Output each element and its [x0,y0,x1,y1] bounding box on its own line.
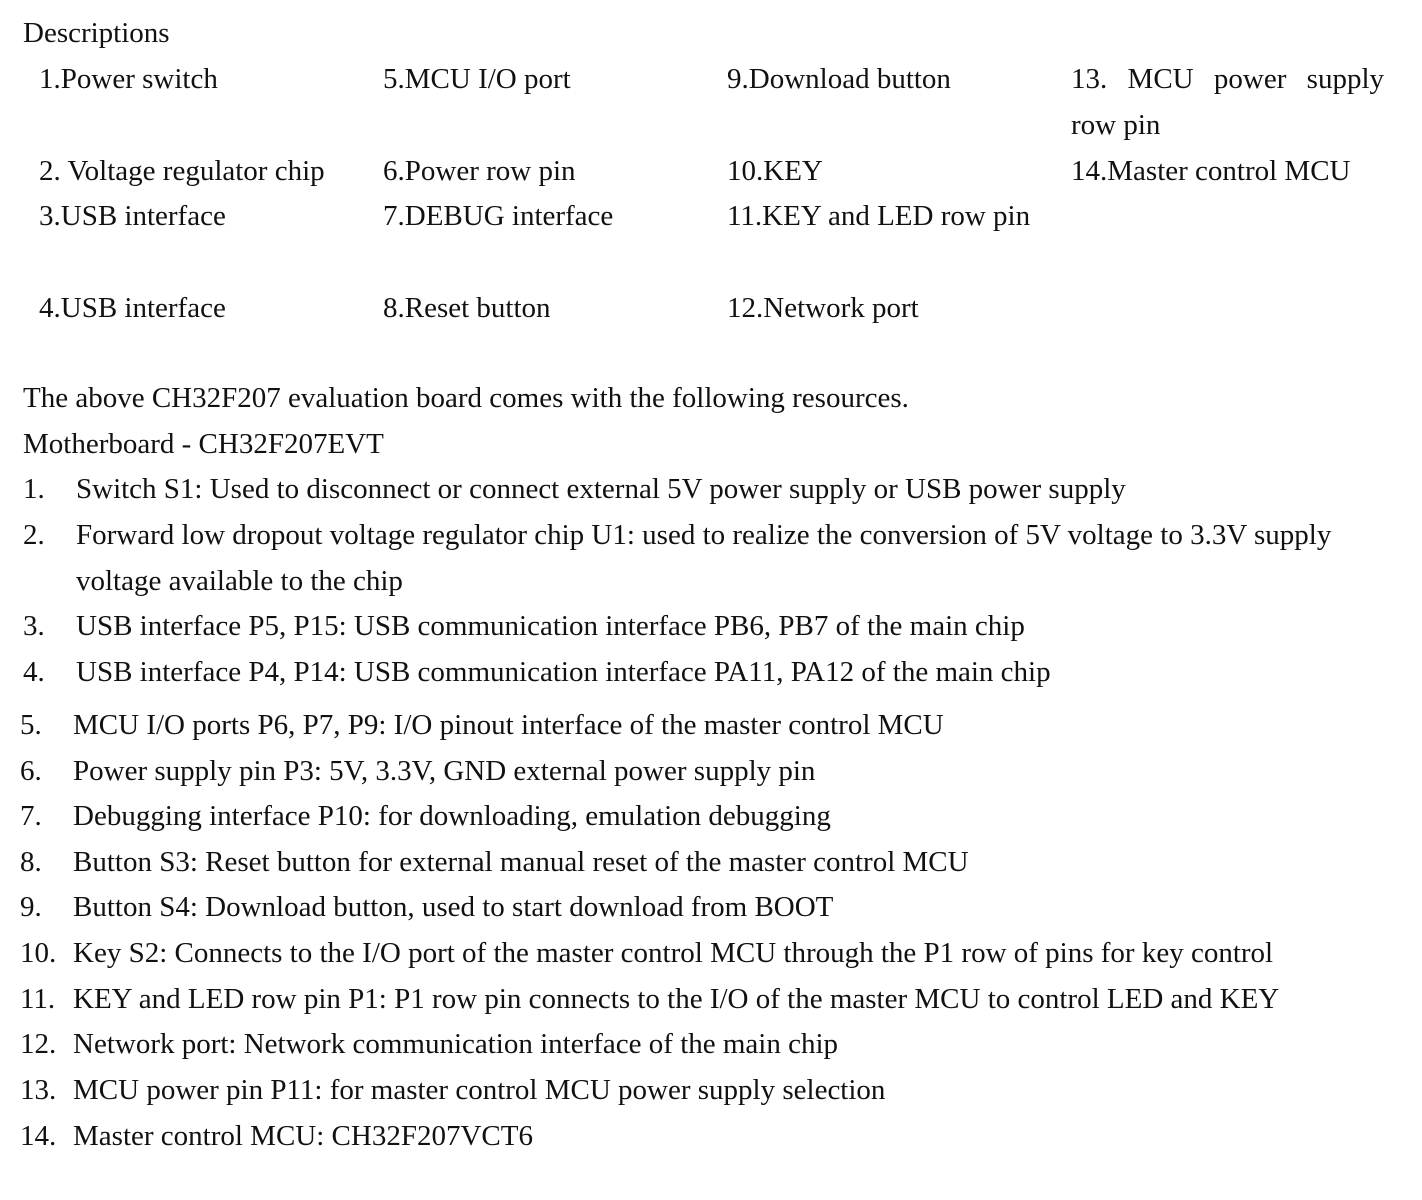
description-item: 5.MCU I/O port [383,63,571,95]
description-item: 14.Master control MCU [1071,155,1351,187]
description-item: 11.KEY and LED row pin [727,200,1031,232]
list-item-text: USB interface P5, P15: USB communication interface PB6, PB7 of the main chip [76,610,1025,642]
list-item-number: 7. [20,800,42,832]
description-item: 13. MCU power supply row pin [1071,63,1384,141]
description-item: 4.USB interface [39,292,226,324]
list-item-number: 14. [20,1120,57,1152]
description-item: 9.Download button [727,63,951,95]
list-item-number: 4. [23,656,45,688]
list-item-text: KEY and LED row pin P1: P1 row pin connects to the I/O of the master MCU to control LED and KEY [73,983,1280,1015]
description-item: 12.Network port [727,292,919,324]
description-item: 1.Power switch [39,63,218,95]
list-item-number: 1. [23,473,45,505]
intro-paragraph: The above CH32F207 evaluation board comes with the following resources. [23,382,909,414]
list-item-text: Debugging interface P10: for downloading, emulation debugging [73,800,831,832]
list-item-number: 3. [23,610,45,642]
description-item: 7.DEBUG interface [383,200,614,232]
list-item-text: MCU I/O ports P6, P7, P9: I/O pinout interface of the master control MCU [73,709,944,741]
description-item: 2. Voltage regulator chip [39,155,325,187]
list-item-number: 12. [20,1028,57,1060]
description-item: 6.Power row pin [383,155,576,187]
list-item-number: 6. [20,755,42,787]
description-item: 8.Reset button [383,292,551,324]
list-item-text: Network port: Network communication interface of the main chip [73,1028,839,1060]
list-item-text: Button S3: Reset button for external manual reset of the master control MCU [73,846,969,878]
motherboard-title: Motherboard - CH32F207EVT [23,428,384,460]
list-item-text: Key S2: Connects to the I/O port of the master control MCU through the P1 row of pins for key control [73,937,1274,969]
list-item-text: Forward low dropout voltage regulator chip U1: used to realize the conversion of 5V voltage to 3.3V supply [76,519,1332,551]
list-item-number: 10. [20,937,57,969]
list-item-number: 8. [20,846,42,878]
list-item-number: 9. [20,891,42,923]
list-item-number: 11. [20,983,56,1015]
list-item-text: Power supply pin P3: 5V, 3.3V, GND external power supply pin [73,755,816,787]
list-item-text: Button S4: Download button, used to start download from BOOT [73,891,834,923]
list-item-text: MCU power pin P11: for master control MCU power supply selection [73,1074,886,1106]
list-item-number: 2. [23,519,45,551]
list-item-text: Master control MCU: CH32F207VCT6 [73,1120,533,1152]
list-item-number: 13. [20,1074,57,1106]
list-item-text: Switch S1: Used to disconnect or connect external 5V power supply or USB power supply [76,473,1126,505]
list-item-number: 5. [20,709,42,741]
list-item-text: USB interface P4, P14: USB communication interface PA11, PA12 of the main chip [76,656,1051,688]
description-item: 10.KEY [727,155,823,187]
description-item: 3.USB interface [39,200,226,232]
list-item-text-continued: voltage available to the chip [76,565,403,597]
descriptions-heading: Descriptions [23,17,170,49]
